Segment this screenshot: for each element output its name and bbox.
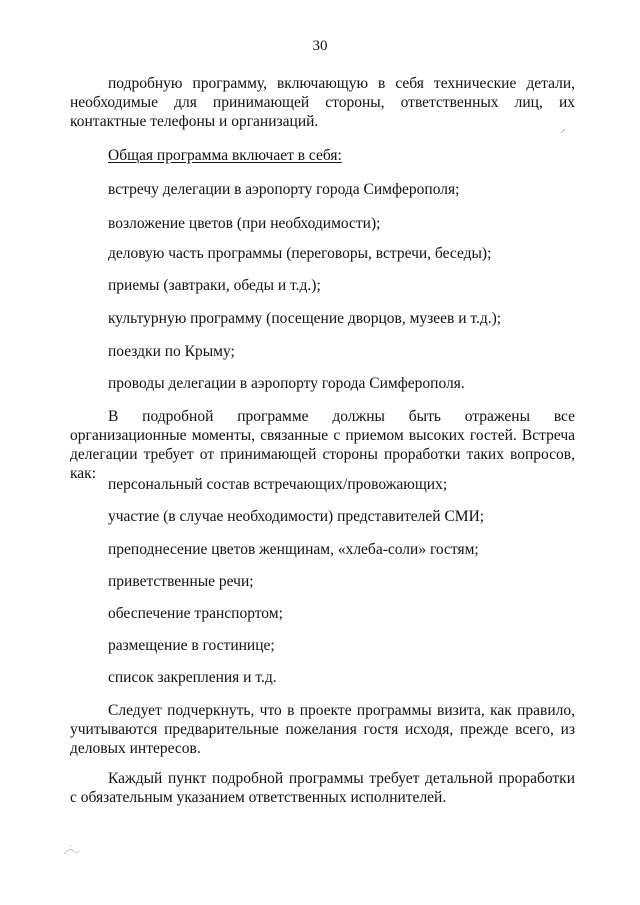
detailed-program-paragraph: В подробной программе должны быть отражены все организационные моменты, связанные с приемом высоких гостей. Встреча делегации требует от принимающей стороны проработки таких вопросов, как:: [70, 408, 575, 482]
list-item: размещение в гостинице;: [108, 637, 275, 654]
list-item: список закрепления и т.д.: [108, 669, 277, 686]
list-item: проводы делегации в аэропорту города Симферополя.: [108, 375, 465, 392]
list-item: культурную программу (посещение дворцов, музеев и т.д.);: [108, 310, 502, 327]
list-item: приемы (завтраки, обеды и т.д.);: [108, 277, 321, 294]
list-item: участие (в случае необходимости) представителей СМИ;: [108, 508, 485, 525]
list-item: персональный состав встречающих/провожающих;: [108, 476, 448, 493]
list-item: поездки по Крыму;: [108, 343, 235, 360]
closing-paragraph-2: Каждый пункт подробной программы требует детальной проработки с обязательным указанием ответственных исполнителей.: [70, 770, 575, 806]
list-item: встречу делегации в аэропорту города Симферополя;: [108, 181, 460, 198]
list-item: деловую часть программы (переговоры, встречи, беседы);: [108, 245, 492, 262]
list-item: приветственные речи;: [108, 573, 254, 590]
closing-paragraph-1: Следует подчеркнуть, что в проекте программы визита, как правило, учитываются предварительные пожелания гостя исходя, прежде всего, из деловых интересов.: [70, 702, 575, 757]
list-item: преподнесение цветов женщинам, «хлеба-соли» гостям;: [108, 541, 479, 558]
list-item: возложение цветов (при необходимости);: [108, 215, 381, 232]
page-number: 30: [312, 38, 328, 54]
general-program-heading: Общая программа включает в себя:: [108, 147, 342, 164]
intro-paragraph: подробную программу, включающую в себя технические детали, необходимые для принимающей стороны, ответственных лиц, их контактные телефоны и организаций.: [70, 75, 575, 130]
list-item: обеспечение транспортом;: [108, 605, 283, 622]
scan-speck-mark: [560, 128, 566, 134]
pen-mark: [62, 842, 82, 858]
